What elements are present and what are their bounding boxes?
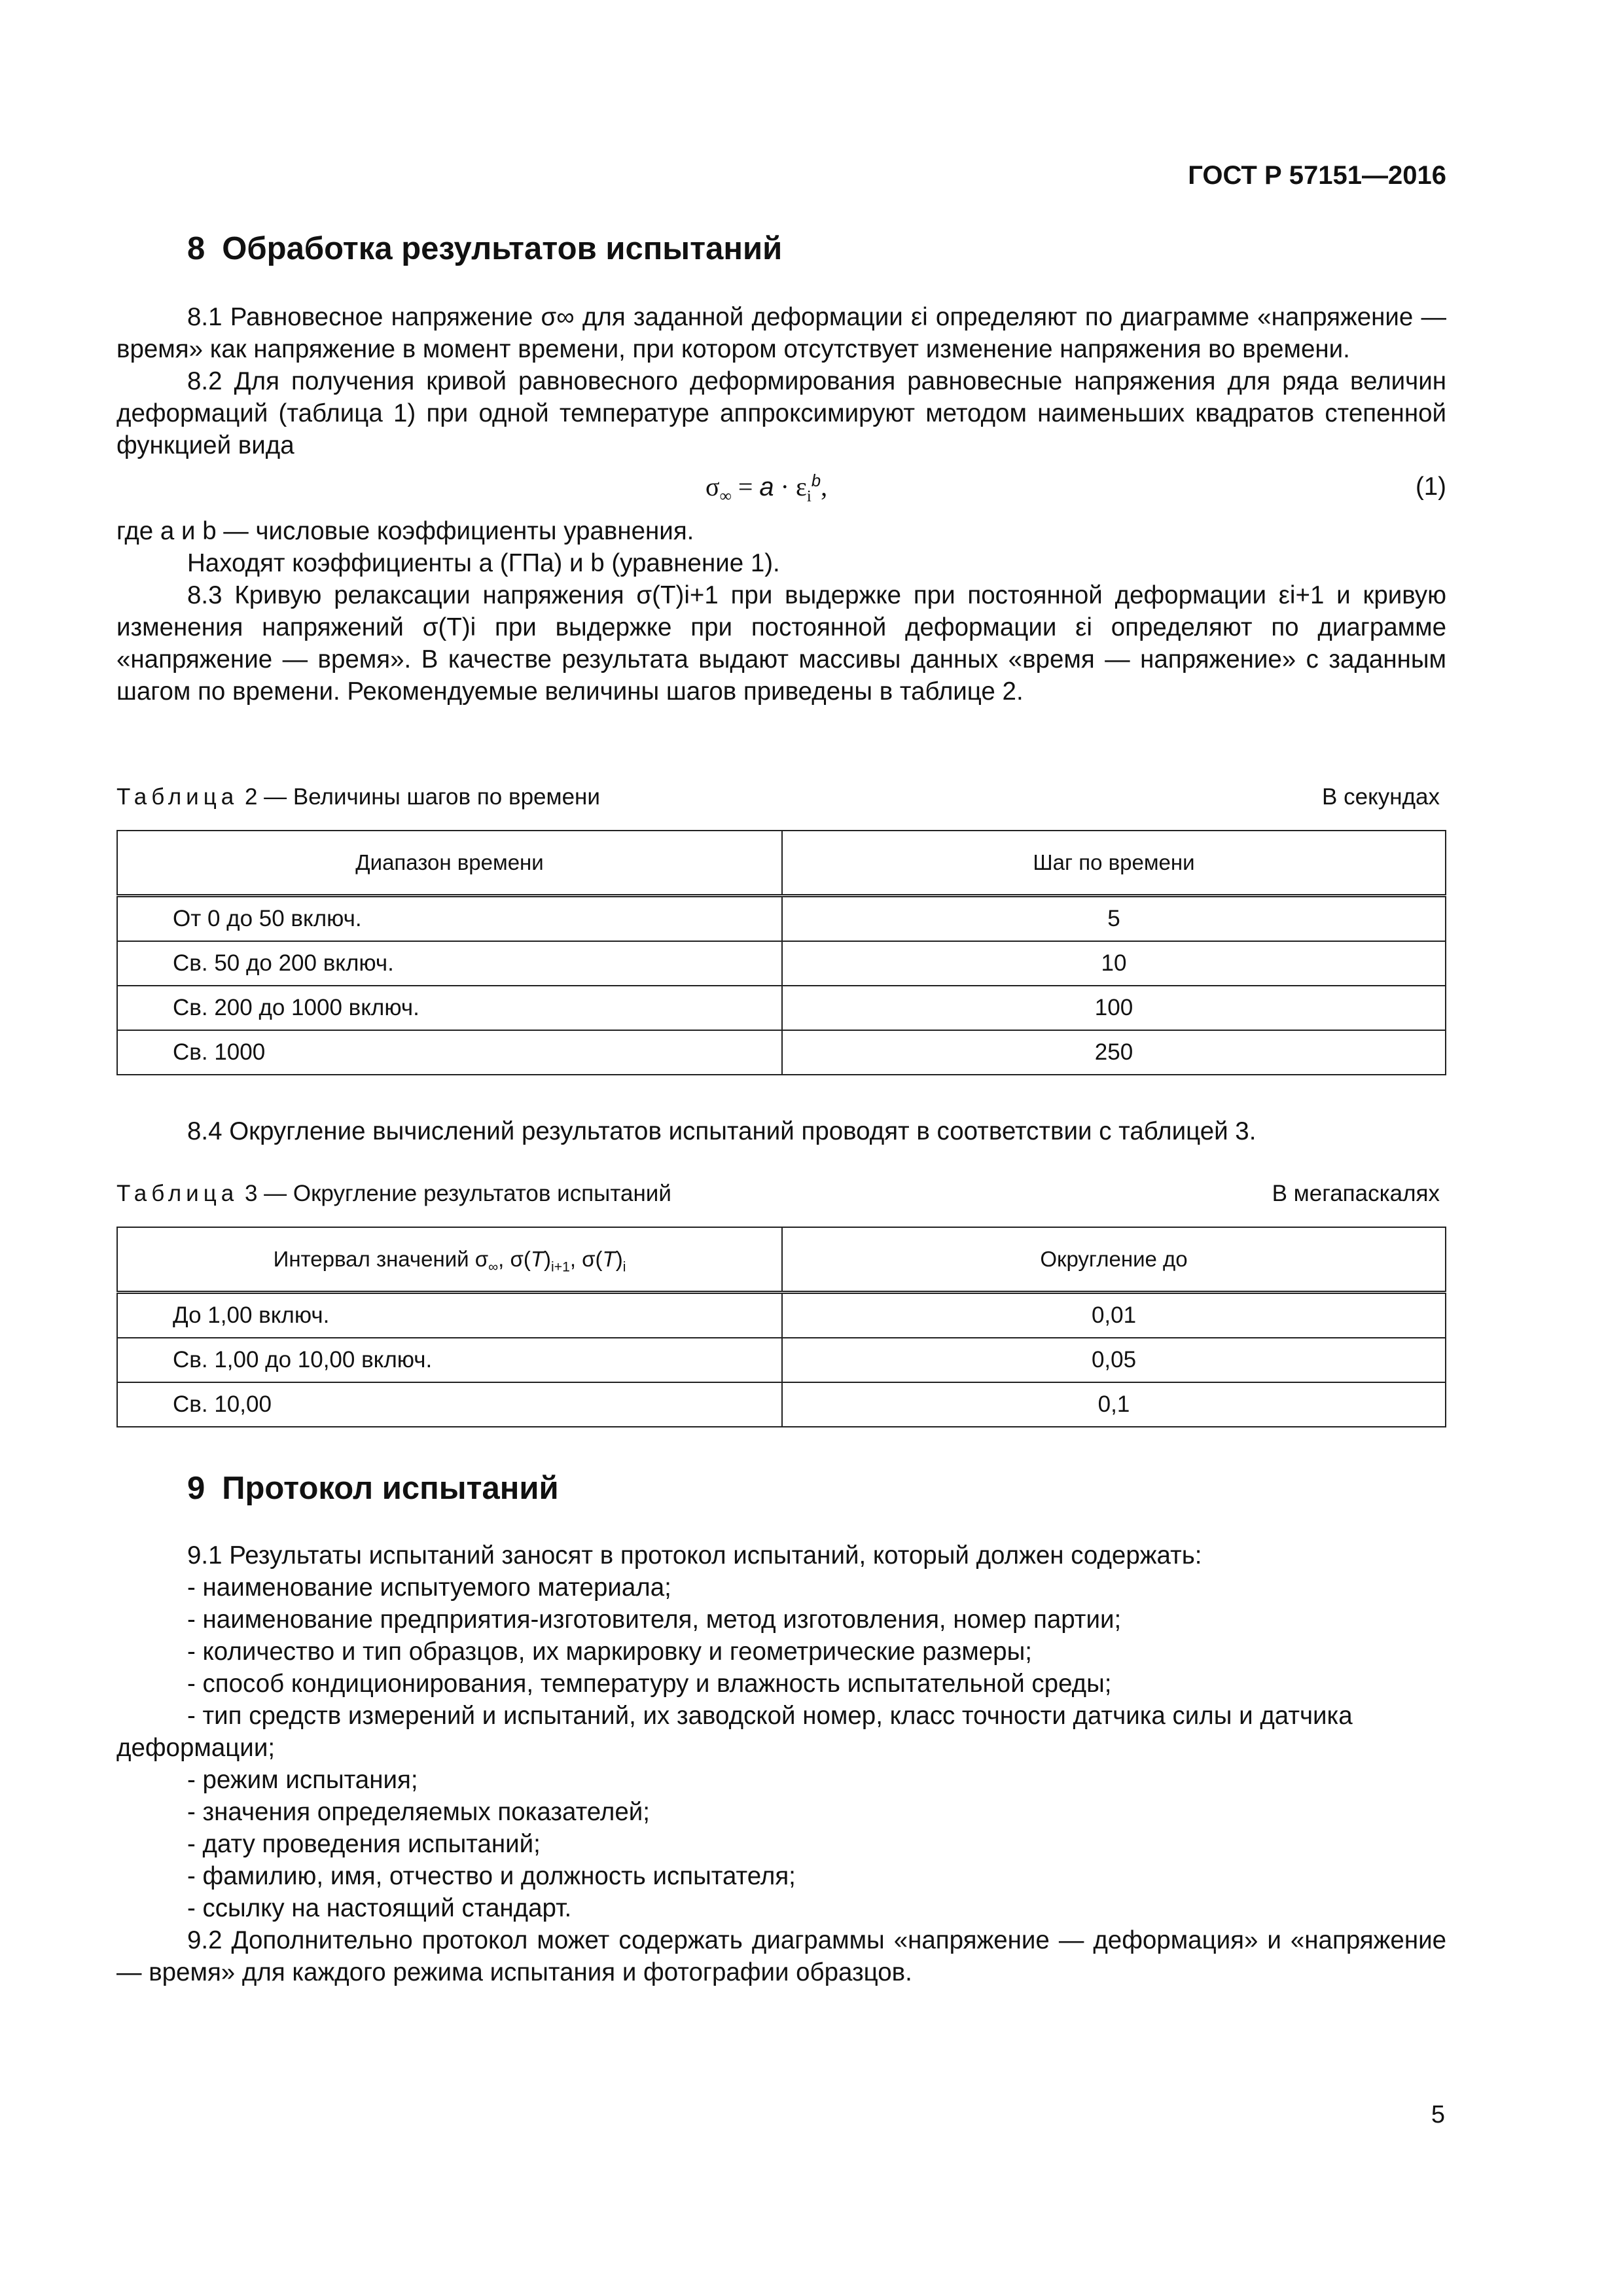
interval-header-label: Интервал значений bbox=[273, 1247, 469, 1271]
table-3-unit: В мегапаскалях bbox=[1272, 1181, 1440, 1206]
table-header-row bbox=[117, 831, 1446, 896]
list-item: - тип средств измерений и испытаний, их заводской номер, класс точности датчика силы и датчика деформации; bbox=[116, 1702, 1353, 1762]
list-item: - фамилию, имя, отчество и должность испытателя; bbox=[187, 1862, 796, 1890]
table-3-label: Таблица bbox=[116, 1181, 239, 1206]
table-row bbox=[117, 1293, 1446, 1338]
table-header-cell: Диапазон времени bbox=[117, 831, 782, 896]
table-row bbox=[117, 1382, 1446, 1427]
table-2-number: 2 bbox=[244, 784, 258, 810]
table-header-cell: Шаг по времени bbox=[782, 831, 1446, 896]
list-item: - значения определяемых показателей; bbox=[187, 1798, 650, 1826]
list-item: - количество и тип образцов, их маркировку и геометрические размеры; bbox=[187, 1638, 1032, 1666]
section-9-title: Протокол испытаний bbox=[222, 1471, 559, 1506]
table-2-caption bbox=[116, 784, 1440, 810]
table-cell: 250 bbox=[782, 1030, 1446, 1075]
paragraph-8-2: 8.2 Для получения кривой равновесного деформирования равновесные напряжения для ряда величин деформаций (таблица 1) при одной температуре аппроксимируют методом наименьших квадратов степенной функцией вида bbox=[116, 367, 1446, 459]
table-3-caption bbox=[116, 1181, 1440, 1207]
table-row bbox=[117, 896, 1446, 942]
list-item: - ссылку на настоящий стандарт. bbox=[187, 1894, 572, 1922]
table-row bbox=[117, 1030, 1446, 1075]
table-row bbox=[117, 986, 1446, 1030]
section-9-body bbox=[116, 1539, 1446, 1988]
paragraph-9-1: 9.1 Результаты испытаний заносят в протокол испытаний, который должен содержать: bbox=[187, 1541, 1202, 1570]
section-8-number: 8 bbox=[187, 231, 205, 266]
table-cell: 0,1 bbox=[782, 1382, 1446, 1427]
table-header-cell-interval: Интервал значений $\sigma_\infty$, $\sigma(T)_{i+1}$, $\sigma(T)_i$ bbox=[117, 1227, 782, 1293]
table-cell: Св. 200 до 1000 включ. bbox=[117, 986, 782, 1030]
table-cell: 0,05 bbox=[782, 1338, 1446, 1382]
list-item: - дату проведения испытаний; bbox=[187, 1830, 541, 1858]
table-cell: Св. 50 до 200 включ. bbox=[117, 941, 782, 986]
section-9-number: 9 bbox=[187, 1471, 205, 1506]
protocol-items-list bbox=[116, 1571, 1446, 1924]
page-number: 5 bbox=[1431, 2101, 1445, 2128]
table-2-unit: В секундах bbox=[1322, 784, 1440, 810]
table-3-title-line bbox=[116, 1181, 671, 1207]
table-2 bbox=[116, 830, 1446, 1075]
table-2-label: Таблица bbox=[116, 784, 239, 810]
formula-row bbox=[116, 461, 1446, 515]
list-item: - наименование предприятия-изготовителя, метод изготовления, номер партии; bbox=[187, 1605, 1122, 1634]
table-header-row bbox=[117, 1227, 1446, 1293]
table-cell: Св. 10,00 bbox=[117, 1382, 782, 1427]
list-item: - режим испытания; bbox=[187, 1766, 418, 1794]
list-item: - способ кондиционирования, температуру и влажность испытательной среды; bbox=[187, 1670, 1112, 1698]
paragraph-8-1: 8.1 Равновесное напряжение σ∞ для заданной деформации εi определяют по диаграмме «напряжение — время» как напряжение в момент времени, при котором отсутствует изменение напряжения во времени. bbox=[116, 303, 1446, 363]
paragraph-8-4: 8.4 Округление вычислений результатов испытаний проводят в соответствии с таблицей 3. bbox=[187, 1117, 1257, 1145]
paragraph-9-2: 9.2 Дополнительно протокол может содержать диаграммы «напряжение — деформация» и «напряжение — время» для каждого режима испытания и фотографии образцов. bbox=[116, 1926, 1446, 1986]
table-cell: Св. 1000 bbox=[117, 1030, 782, 1075]
table-row bbox=[117, 941, 1446, 986]
paragraph-find: Находят коэффициенты a (ГПа) и b (уравнение 1). bbox=[187, 549, 780, 577]
table-3-title: — Округление результатов испытаний bbox=[264, 1181, 671, 1206]
section-8-body bbox=[116, 301, 1446, 708]
table-cell: 10 bbox=[782, 941, 1446, 986]
table-3-number: 3 bbox=[244, 1181, 258, 1206]
table-cell: Св. 1,00 до 10,00 включ. bbox=[117, 1338, 782, 1382]
paragraph-where: где a и b — числовые коэффициенты уравнения. bbox=[116, 517, 694, 545]
paragraph-8-3: 8.3 Кривую релаксации напряжения σ(T)i+1 при выдержке при постоянной деформации εi+1 и кривую изменения напряжений σ(T)i при выдержке при постоянной деформации εi определяют по диаграмме «напряжение — время». В качестве результата выдают массивы данных «время — напряжение» с заданным шагом по времени. Рекомендуемые величины шагов приведены в таблице 2. bbox=[116, 581, 1446, 706]
table-cell: До 1,00 включ. bbox=[117, 1293, 782, 1338]
equation-formula: $\sigma_\infty = a \cdot \varepsilon_i^b$, bbox=[705, 471, 828, 505]
section-8-4-body bbox=[116, 1115, 1446, 1147]
document-code: ГОСТ Р 57151—2016 bbox=[1188, 161, 1446, 190]
table-cell: 5 bbox=[782, 896, 1446, 942]
table-2-title-line bbox=[116, 784, 600, 810]
table-cell: От 0 до 50 включ. bbox=[117, 896, 782, 942]
section-9-heading bbox=[187, 1470, 559, 1507]
table-3 bbox=[116, 1227, 1446, 1427]
section-8-heading bbox=[187, 230, 782, 267]
table-cell: 0,01 bbox=[782, 1293, 1446, 1338]
list-item: - наименование испытуемого материала; bbox=[187, 1573, 671, 1602]
table-header-cell: Округление до bbox=[782, 1227, 1446, 1293]
table-row bbox=[117, 1338, 1446, 1382]
equation-number: (1) bbox=[1415, 473, 1446, 501]
table-cell: 100 bbox=[782, 986, 1446, 1030]
section-8-title: Обработка результатов испытаний bbox=[222, 231, 783, 266]
table-2-title: — Величины шагов по времени bbox=[264, 784, 600, 810]
